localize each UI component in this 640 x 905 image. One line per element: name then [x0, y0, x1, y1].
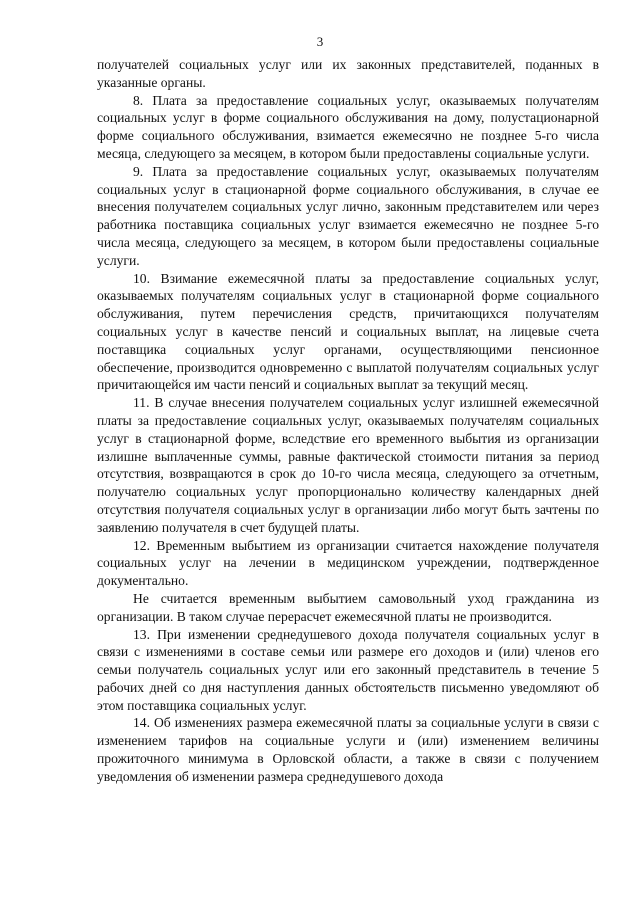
paragraph-11: 11. В случае внесения получателем социальных услуг излишней ежемесячной платы за предоставление социальных услуг, оказываемых получателям социальных услуг в стационарной форме, вследствие его временного выбытия из организации излишне выплаченные суммы, равные фактической стоимости питания за период отсутствия, возвращаются в срок до 10-го числа месяца, следующего за отчетным, получателю социальных услуг пропорционально количеству календарных дней отсутствия получателя социальных услуг в организации либо могут быть зачтены по заявлению получателя в счет будущей платы. [97, 395, 599, 535]
paragraph-12: 12. Временным выбытием из организации считается нахождение получателя социальных услуг на лечении в медицинском учреждении, подтвержденное документально. [97, 537, 599, 589]
page-number: 3 [316, 34, 324, 49]
paragraph-9: 9. Плата за предоставление социальных услуг, оказываемых получателям социальных услуг в стационарной форме социального обслуживания, в случае ее внесения получателем социальных услуг лично, законным представителем или через работника поставщика социальных услуг взимается ежемесячно не позднее 5-го числа месяца, следующего за месяцем, в котором были предоставлены социальные услуги. [97, 163, 599, 268]
paragraph-14: 14. Об изменениях размера ежемесячной платы за социальные услуги в связи с изменением тарифов на социальные услуги и (или) изменением величины прожиточного минимума в Орловской области, а также в связи с получением уведомления об изменении размера среднедушевого дохода [97, 715, 599, 784]
paragraph-continuation: получателей социальных услуг или их законных представителей, поданных в указанные органы. [97, 57, 599, 90]
paragraph-12-note: Не считается временным выбытием самовольный уход гражданина из организации. В таком случае перерасчет ежемесячной платы не производится. [97, 590, 599, 624]
paragraph-8: 8. Плата за предоставление социальных услуг, оказываемых получателям социальных услуг в форме социального обслуживания на дому, полустационарной форме социального обслуживания, взимается ежемесячно не позднее 5-го числа месяца, следующего за месяцем, в котором были предоставлены социальные услуги. [97, 92, 599, 161]
paragraph-10: 10. Взимание ежемесячной платы за предоставление социальных услуг, оказываемых получателям социальных услуг в стационарной форме социального обслуживания, путем перечисления средств, причитающихся получателям социальных услуг в качестве пенсий и социальных выплат, на лицевые счета поставщика социальных услуг органами, осуществляющими пенсионное обеспечение, производится одновременно с выплатой получателям социальных услуг причитающейся им части пенсий и социальных выплат за текущий месяц. [97, 270, 599, 393]
document-body [97, 56, 599, 786]
paragraph-13: 13. При изменении среднедушевого дохода получателя социальных услуг в связи с изменениями в составе семьи или размере его доходов и (или) членов его семьи получатель социальных услуг или его законный представитель в течение 5 рабочих дней со дня наступления данных обстоятельств письменно уведомляют об этом поставщика социальных услуг. [97, 626, 599, 713]
